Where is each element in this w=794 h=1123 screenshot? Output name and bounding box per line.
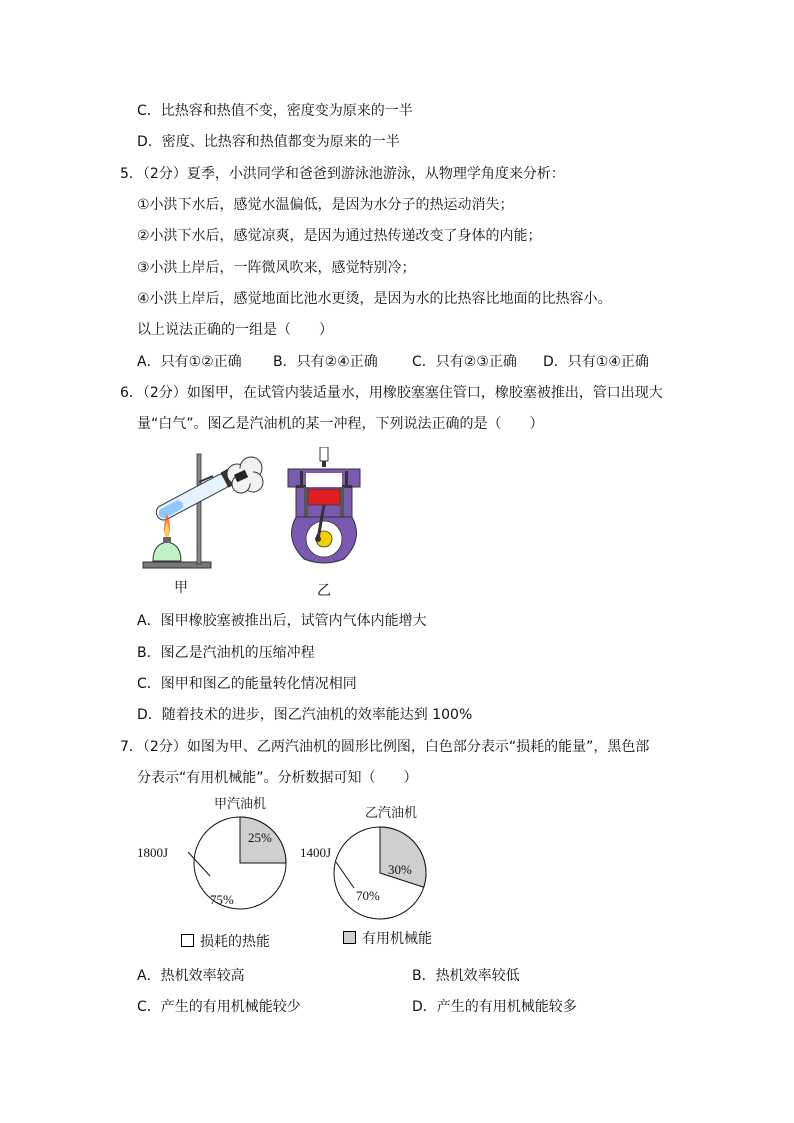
pie-energy-label-yi: 1400J	[300, 845, 332, 860]
q5-statement-3: ③小洪上岸后，一阵微风吹来，感觉特别冷；	[137, 260, 416, 276]
q5-option-b: B．只有②④正确	[273, 354, 378, 370]
q6-option-c: C．图甲和图乙的能量转化情况相同	[137, 676, 357, 692]
q7-option-d: D．产生的有用机械能较多	[412, 999, 577, 1015]
q5-statement-4: ④小洪上岸后，感觉地面比池水更烫，是因为水的比热容比地面的比热容小。	[137, 291, 612, 307]
pie-title-jia: 甲汽油机	[213, 796, 267, 811]
q7-option-c: C．产生的有用机械能较少	[137, 999, 301, 1015]
q4-option-d: D．密度、比热容和热值都变为原来的一半	[137, 134, 400, 150]
pie-slice-label-yi-useful: 30%	[388, 862, 412, 877]
pie-energy-label-jia: 1800J	[137, 845, 169, 860]
pie-slice-label-jia-useful: 25%	[248, 830, 272, 845]
q6-stem-line2: 量“白气”。图乙是汽油机的某一冲程，下列说法正确的是（ ）	[137, 416, 544, 432]
q5-stem: 5．（2分）夏季，小洪同学和爸爸到游泳池游泳，从物理学角度来分析：	[120, 166, 565, 182]
q6-option-b: B．图乙是汽油机的压缩冲程	[137, 645, 315, 661]
q6-option-a: A．图甲橡胶塞被推出后，试管内气体内能增大	[137, 613, 427, 629]
q7-option-b: B．热机效率较低	[412, 968, 520, 984]
q5-ask: 以上说法正确的一组是（ ）	[137, 322, 333, 338]
legend-item-loss	[181, 932, 270, 952]
q7-stem-line2: 分表示“有用机械能”。分析数据可知（ ）	[137, 770, 418, 786]
q5-option-a: A．只有①②正确	[137, 354, 242, 370]
q7-stem-line1: 7．（2分）如图为甲、乙两汽油机的圆形比例图，白色部分表示“损耗的能量”，黑色部	[120, 739, 650, 755]
figure-label-yi: 乙	[317, 583, 331, 599]
pie-charts	[130, 790, 450, 925]
q5-statement-1: ①小洪下水后，感觉水温偏低，是因为水分子的热运动消失；	[137, 197, 514, 213]
pie-jia	[194, 817, 286, 909]
legend-label-loss: 损耗的热能	[200, 934, 270, 950]
pie-yi	[334, 827, 426, 919]
q6-option-d: D．随着技术的进步，图乙汽油机的效率能达到 100%	[137, 707, 473, 723]
q5-option-d: D．只有①④正确	[543, 354, 649, 370]
figure-label-jia: 甲	[174, 580, 188, 596]
q6-stem-line1: 6．（2分）如图甲，在试管内装适量水，用橡胶塞塞住管口，橡胶塞被推出，管口出现大	[120, 385, 663, 401]
q7-option-a: A．热机效率较高	[137, 968, 245, 984]
pie-slice-label-yi-loss: 70%	[356, 888, 380, 903]
legend-label-useful: 有用机械能	[362, 931, 432, 947]
q5-option-c: C．只有②③正确	[412, 354, 517, 370]
pie-slice-label-jia-loss: 75%	[210, 892, 234, 907]
legend-item-useful	[343, 929, 432, 949]
q4-option-c: C．比热容和热值不变，密度变为原来的一半	[137, 103, 413, 119]
legend-swatch-white	[181, 934, 194, 947]
figure-test-tube-apparatus	[135, 444, 270, 574]
figure-engine-cylinder	[282, 447, 367, 567]
pie-title-yi: 乙汽油机	[364, 805, 418, 820]
q5-statement-2: ②小洪下水后，感觉凉爽，是因为通过热传递改变了身体的内能；	[137, 228, 542, 244]
legend-swatch-gray	[343, 931, 356, 944]
